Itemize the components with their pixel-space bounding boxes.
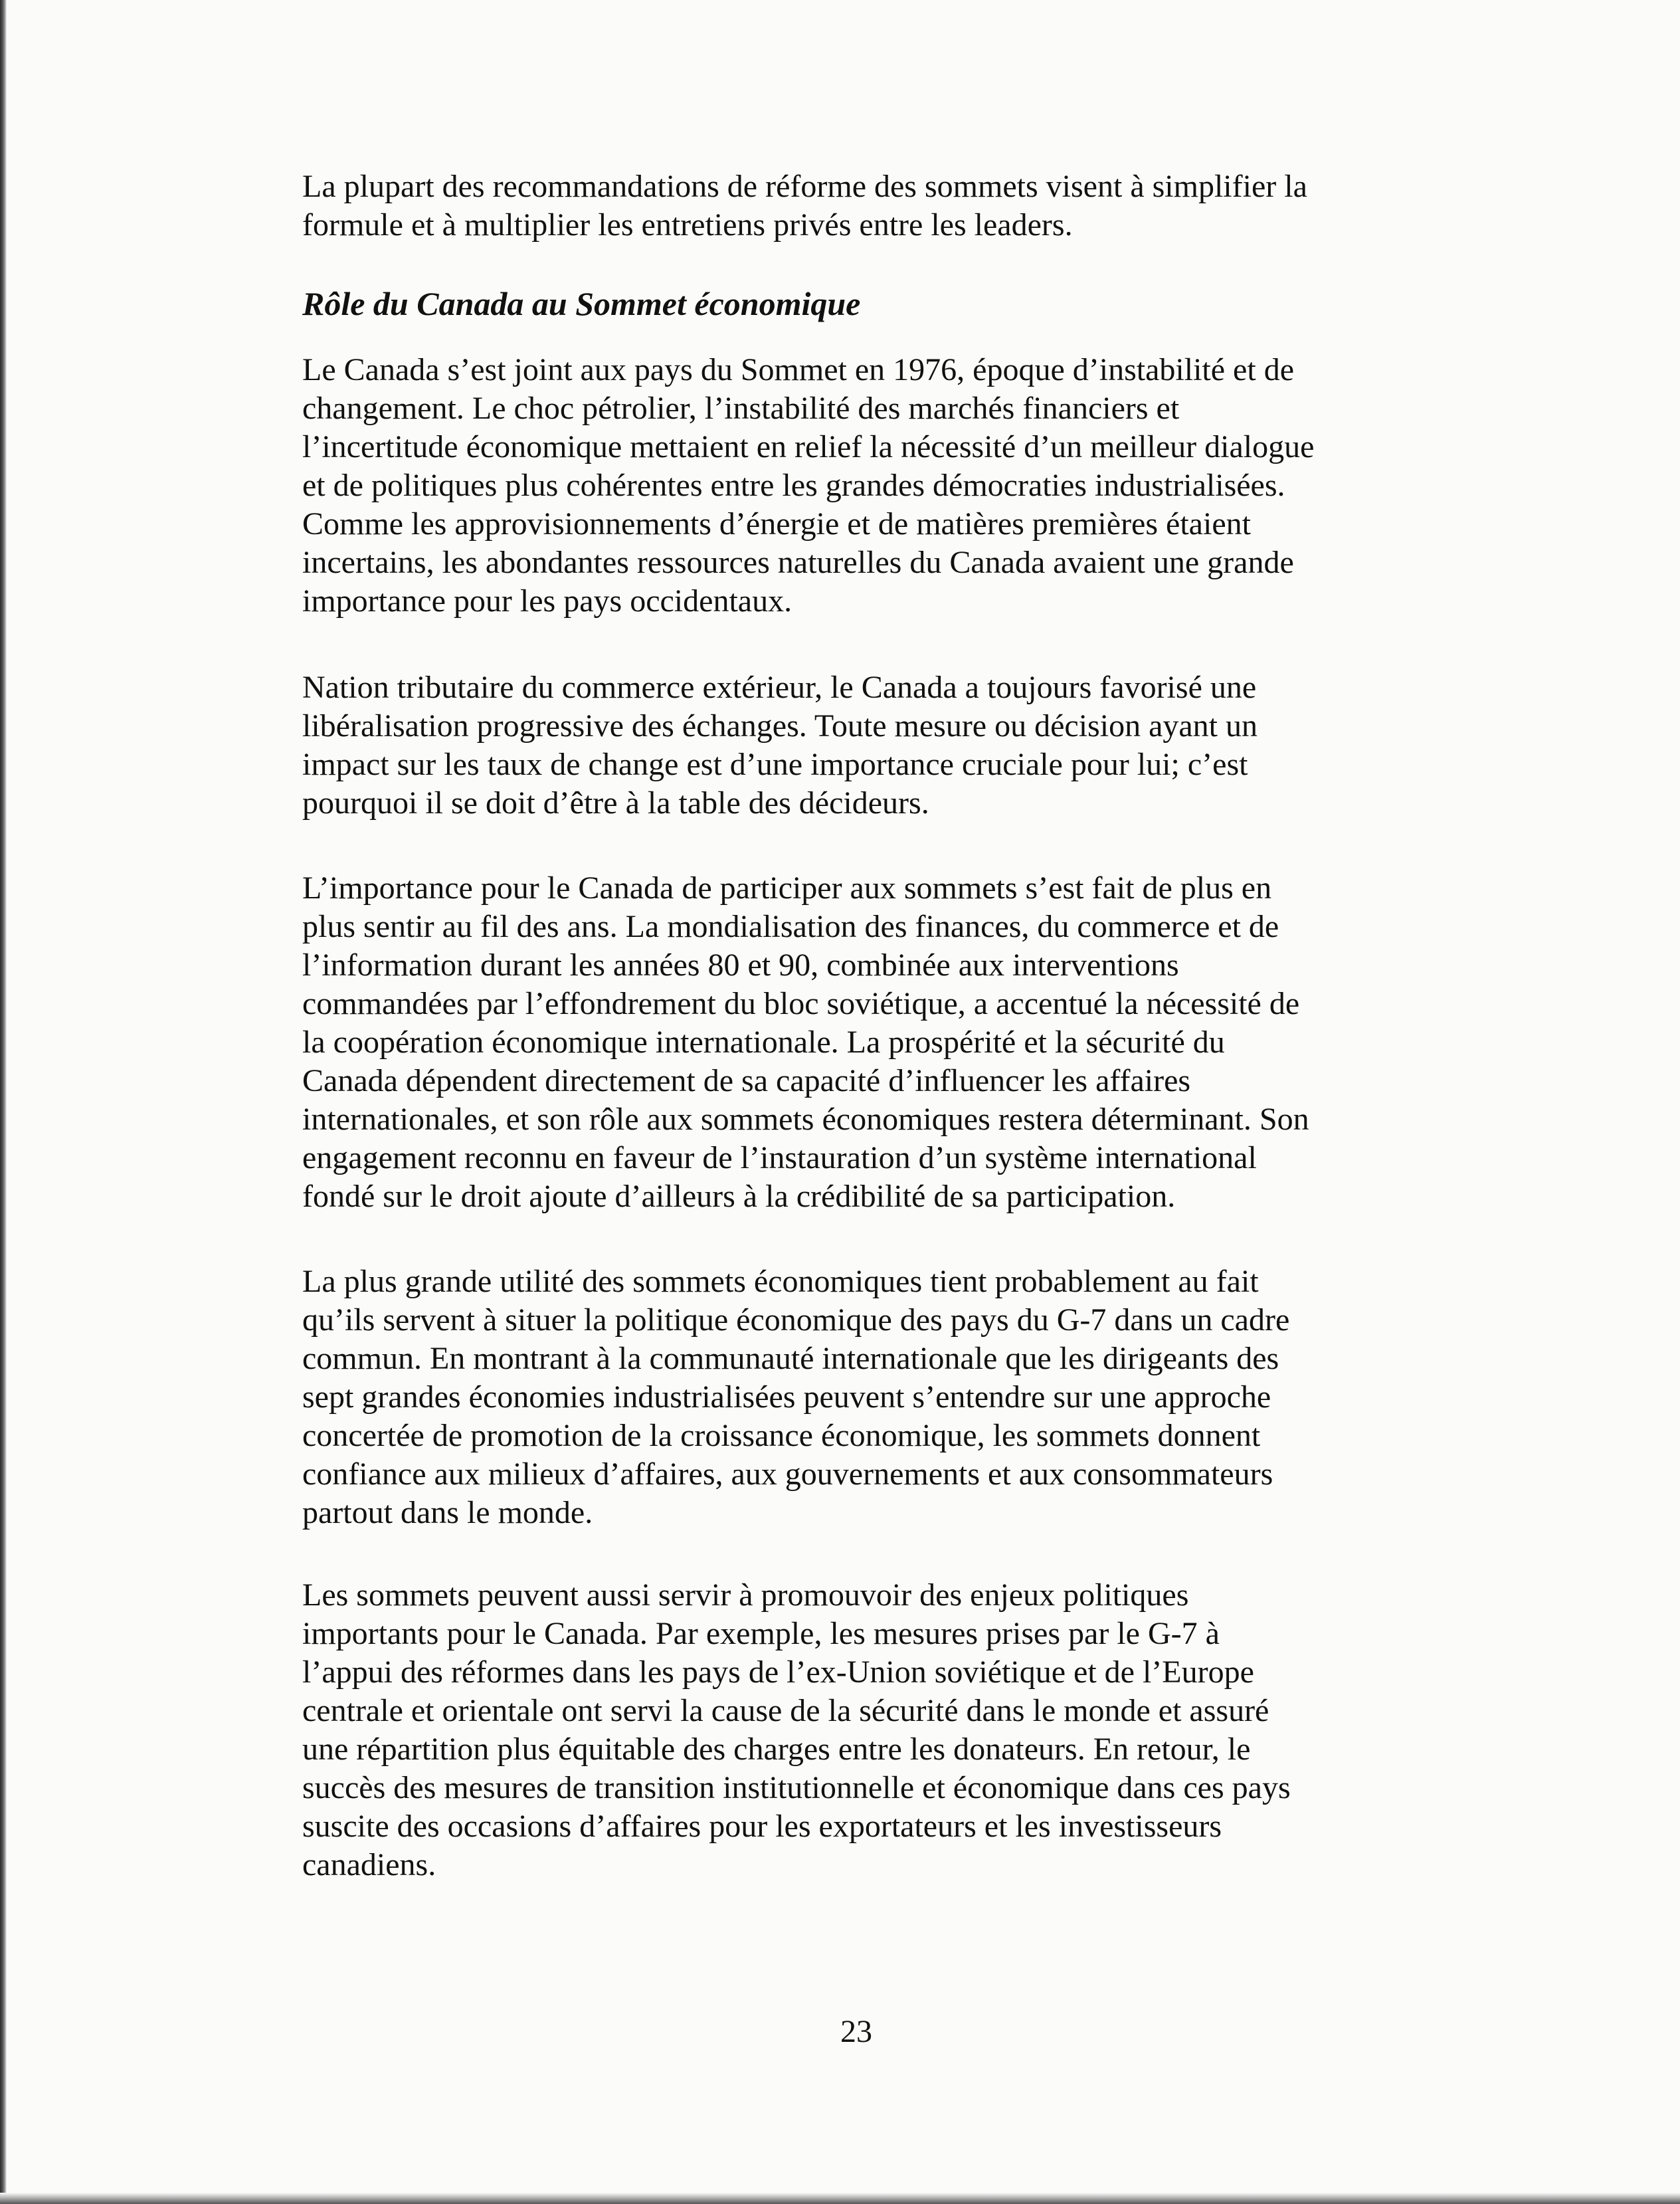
paragraph-line: l’incertitude économique mettaient en relief la nécessité d’un meilleur dialogue	[302, 429, 1315, 464]
paragraph-line: engagement reconnu en faveur de l’instauration d’un système international	[302, 1140, 1257, 1175]
paragraph-line: l’information durant les années 80 et 90, combinée aux interventions	[302, 948, 1179, 983]
paragraph-5	[302, 1262, 1432, 1532]
paragraph-line: fondé sur le droit ajoute d’ailleurs à la crédibilité de sa participation.	[302, 1179, 1176, 1214]
paragraph-line: commun. En montrant à la communauté internationale que les dirigeants des	[302, 1341, 1279, 1376]
paragraph-line: L’importance pour le Canada de participer aux sommets s’est fait de plus en	[302, 870, 1272, 906]
paragraph-line: Les sommets peuvent aussi servir à promouvoir des enjeux politiques	[302, 1577, 1189, 1613]
paragraph-line: Comme les approvisionnements d’énergie et de matières premières étaient	[302, 506, 1251, 542]
paragraph-line: Canada dépendent directement de sa capacité d’influencer les affaires	[302, 1063, 1191, 1098]
scan-left-edge	[0, 0, 7, 2204]
paragraph-line: concertée de promotion de la croissance économique, les sommets donnent	[302, 1418, 1261, 1453]
paragraph-line: succès des mesures de transition institutionnelle et économique dans ces pays	[302, 1770, 1291, 1805]
paragraph-1	[302, 167, 1432, 245]
paragraph-line: partout dans le monde.	[302, 1495, 593, 1530]
paragraph-line: centrale et orientale ont servi la cause de la sécurité dans le monde et assuré	[302, 1693, 1269, 1728]
paragraph-line: importance pour les pays occidentaux.	[302, 583, 793, 619]
paragraph-line: canadiens.	[302, 1847, 436, 1882]
paragraph-line: libéralisation progressive des échanges. Toute mesure ou décision ayant un	[302, 708, 1258, 744]
paragraph-2	[302, 351, 1432, 621]
scan-bottom-edge	[0, 2193, 1680, 2204]
paragraph-4	[302, 869, 1432, 1216]
paragraph-line: et de politiques plus cohérentes entre les grandes démocraties industrialisées.	[302, 468, 1285, 503]
paragraph-line: confiance aux milieux d’affaires, aux gouvernements et aux consommateurs	[302, 1456, 1273, 1492]
paragraph-line: une répartition plus équitable des charges entre les donateurs. En retour, le	[302, 1732, 1251, 1767]
paragraph-line: internationales, et son rôle aux sommets économiques restera déterminant. Son	[302, 1102, 1309, 1137]
paragraph-line: Le Canada s’est joint aux pays du Sommet en 1976, époque d’instabilité et de	[302, 352, 1294, 387]
paragraph-line: impact sur les taux de change est d’une importance cruciale pour lui; c’est	[302, 747, 1248, 782]
paragraph-line: suscite des occasions d’affaires pour les exportateurs et les investisseurs	[302, 1809, 1222, 1844]
paragraph-line: plus sentir au fil des ans. La mondialisation des finances, du commerce et de	[302, 909, 1279, 944]
paragraph-line: La plus grande utilité des sommets économiques tient probablement au fait	[302, 1264, 1259, 1299]
paragraph-line: Nation tributaire du commerce extérieur, le Canada a toujours favorisé une	[302, 670, 1257, 705]
paragraph-line: formule et à multiplier les entretiens privés entre les leaders.	[302, 207, 1073, 243]
paragraph-6	[302, 1576, 1432, 1884]
paragraph-line: l’appui des réformes dans les pays de l’ex-Union soviétique et de l’Europe	[302, 1654, 1254, 1690]
paragraph-line: pourquoi il se doit d’être à la table des décideurs.	[302, 785, 929, 821]
paragraph-line: qu’ils servent à situer la politique économique des pays du G-7 dans un cadre	[302, 1302, 1290, 1338]
paragraph-line: commandées par l’effondrement du bloc soviétique, a accentué la nécessité de	[302, 986, 1300, 1021]
paragraph-line: changement. Le choc pétrolier, l’instabilité des marchés financiers et	[302, 391, 1180, 426]
paragraph-line: sept grandes économies industrialisées peuvent s’entendre sur une approche	[302, 1379, 1271, 1415]
paragraph-line: La plupart des recommandations de réforme des sommets visent à simplifier la	[302, 169, 1307, 204]
paragraph-line: la coopération économique internationale. La prospérité et la sécurité du	[302, 1025, 1225, 1060]
section-heading: Rôle du Canada au Sommet économique	[302, 285, 861, 322]
paragraph-line: incertains, les abondantes ressources naturelles du Canada avaient une grande	[302, 545, 1294, 580]
paragraph-line: importants pour le Canada. Par exemple, les mesures prises par le G-7 à	[302, 1616, 1220, 1651]
page-number: 23	[840, 2014, 872, 2049]
paragraph-3	[302, 668, 1432, 823]
